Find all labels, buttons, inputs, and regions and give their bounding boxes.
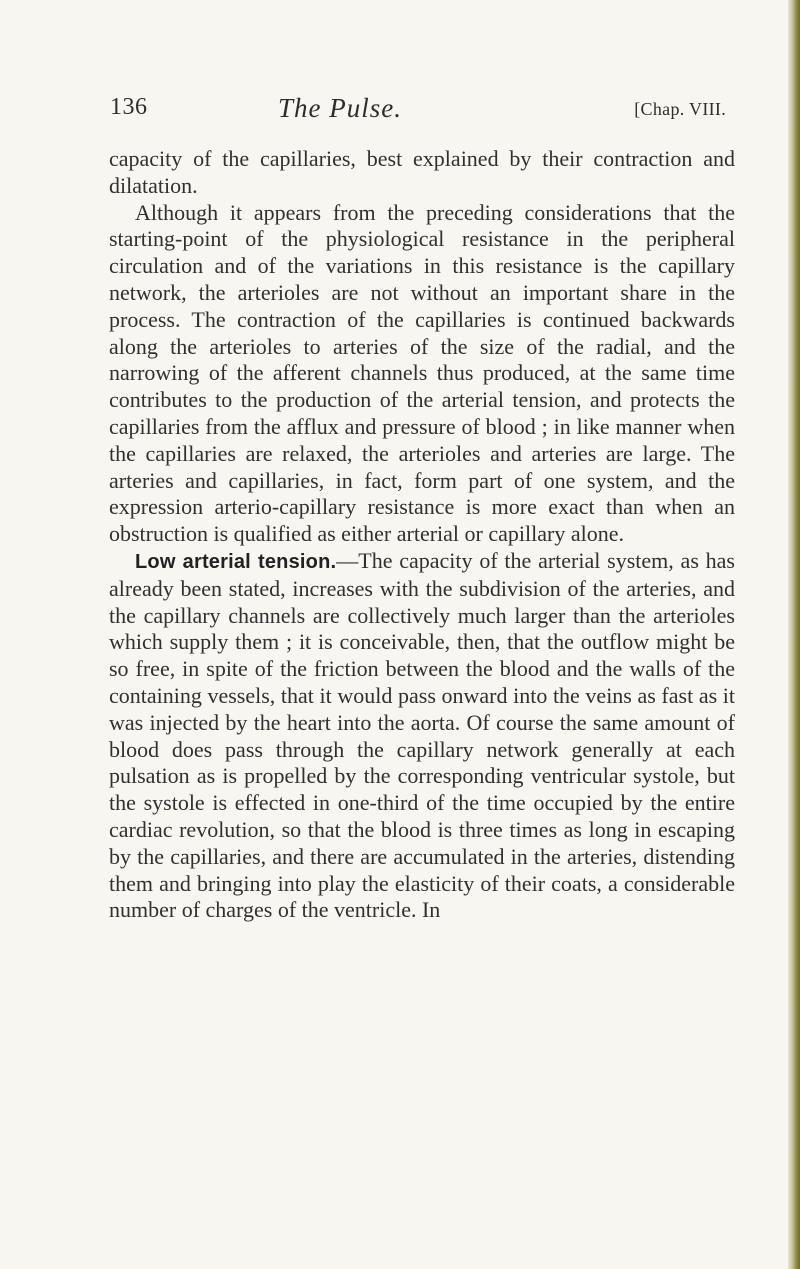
page-edge-shadow xyxy=(788,0,800,1269)
paragraph-capillary-resistance: Although it appears from the preceding considerations that the starting-point of the physiological resistance in the peripheral circulation and of the variations in this resistance is the capillary network, the arterioles are not without an important share in the process. The contraction of the capillaries is continued backwards along the arterioles to arteries of the size of the radial, and the narrowing of the afferent channels thus produced, at the same time contributes to the production of the arterial tension, and protects the capillaries from the afflux and pressure of blood ; in like manner when the capillaries are relaxed, the arterioles and arteries are large. The arteries and capillaries, in fact, form part of one system, and the expression arterio-capillary resistance is more exact than when an obstruction is qualified as either arterial or capillary alone. xyxy=(109,199,735,547)
chapter-reference: [Chap. VIII. xyxy=(634,99,726,119)
paragraph-continued: capacity of the capillaries, best explained by their contraction and dilatation. xyxy=(109,146,735,198)
body-text xyxy=(109,146,735,924)
page-header xyxy=(110,94,730,124)
page-number: 136 xyxy=(110,94,148,120)
section-body: —The capacity of the arterial system, as has already been stated, increases with the subdivision of the arteries, and the capillary channels are collectively much larger than the arterioles which supply them ; it is conceivable, then, that the outflow might be so free, in spite of the friction between the blood and the walls of the containing vessels, that it would pass onward into the veins as fast as it was injected by the heart into the aorta. Of course the same amount of blood does pass through the capillary network generally at each pulsation as is propelled by the corresponding ventricular systole, but the systole is effected in one-third of the time occupied by the entire cardiac revolution, so that the blood is three times as long in escaping by the capillaries, and there are accumulated in the arteries, distending them and bringing into play the elasticity of their coats, a considerable number of charges of the ventricle. In xyxy=(109,547,735,923)
paragraph-low-arterial-tension xyxy=(109,548,735,924)
section-heading: Low arterial tension. xyxy=(135,550,337,573)
running-title: The Pulse. xyxy=(278,93,402,123)
